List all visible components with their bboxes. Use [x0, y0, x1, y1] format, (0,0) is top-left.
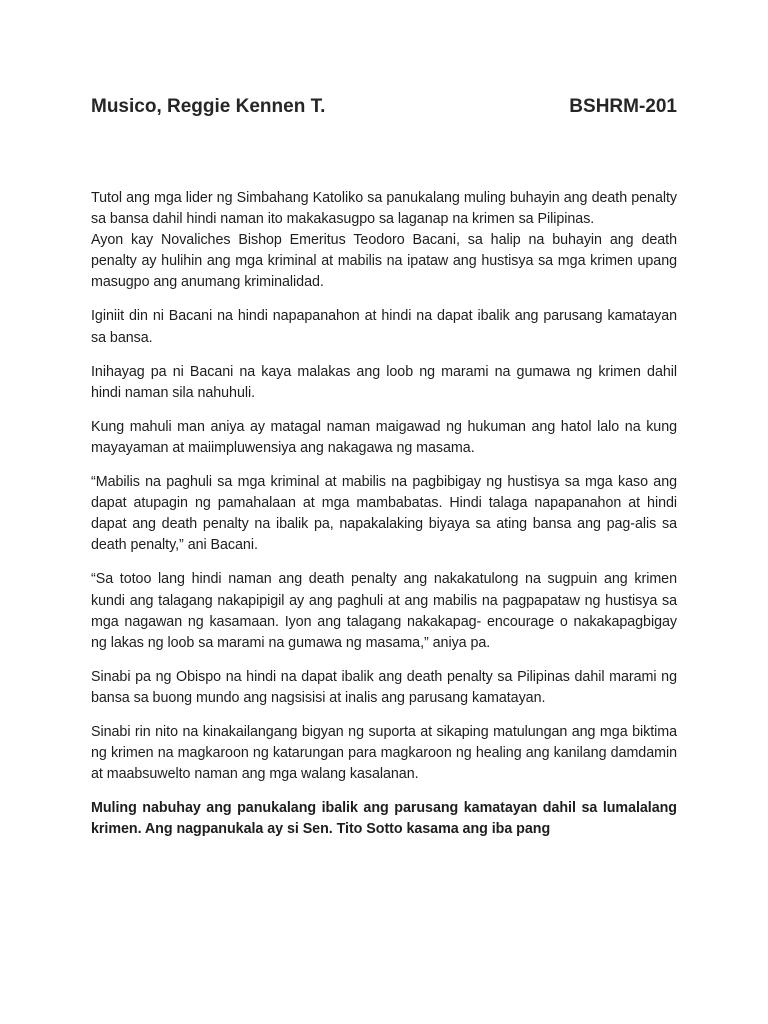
paragraph-5: Kung mahuli man aniya ay matagal naman maigawad ng hukuman ang hatol lalo na kung mayayaman at maiimpluwensiya ang nakagawa ng masama. — [91, 418, 677, 456]
paragraph-4: Inihayag pa ni Bacani na kaya malakas ang loob ng marami na gumawa ng krimen dahil hindi naman sila nahuhuli. — [91, 363, 677, 401]
paragraph-10: Muling nabuhay ang panukalang ibalik ang parusang kamatayan dahil sa lumalalang krimen. Ang nagpanukala ay si Sen. Tito Sotto kasama ang iba pang — [91, 800, 677, 838]
author-name: Musico, Reggie Kennen T. — [91, 96, 326, 117]
paragraph-1: Tutol ang mga lider ng Simbahang Katoliko sa panukalang muling buhayin ang death penalty sa bansa dahil hindi naman ito makakasugpo sa laganap na krimen sa Pilipinas. — [91, 190, 677, 228]
section-code: BSHRM-201 — [569, 96, 677, 117]
paragraph-2: Ayon kay Novaliches Bishop Emeritus Teodoro Bacani, sa halip na buhayin ang death penalty ay hulihin ang mga kriminal at mabilis na ipataw ang hustisya sa mga krimen upang masugpo ang anumang kriminalidad. — [91, 232, 677, 291]
paragraph-6: “Mabilis na paghuli sa mga kriminal at mabilis na pagbibigay ng hustisya sa mga kaso ang dapat atupagin ng pamahalaan at mga mambabatas. Hindi talaga napapanahon at hindi dapat ang death penalty na ibalik pa, napakalaking biyaya sa ating bansa ang pag-alis sa death penalty,” ani Bacani. — [91, 474, 677, 554]
paragraph-3: Iginiit din ni Bacani na hindi napapanahon at hindi na dapat ibalik ang parusang kamatayan sa bansa. — [91, 308, 677, 346]
document-body — [91, 188, 677, 853]
paragraph-8: Sinabi pa ng Obispo na hindi na dapat ibalik ang death penalty sa Pilipinas dahil marami ng bansa sa buong mundo ang nagsisisi at inalis ang parusang kamatayan. — [91, 668, 677, 706]
document-header — [91, 96, 677, 124]
paragraph-7: “Sa totoo lang hindi naman ang death penalty ang nakakatulong na sugpuin ang krimen kundi ang talagang nakapipigil ay ang paghuli at ang mabilis na pagpapataw ng hustisya sa mga nagawan ng kasamaan. Iyon ang talagang nakakapag- encourage o nakakapagbigay ng lakas ng loob sa marami na gumawa ng masama,” aniya pa. — [91, 571, 677, 651]
paragraph-9: Sinabi rin nito na kinakailangang bigyan ng suporta at sikaping matulungan ang mga biktima ng krimen na magkaroon ng katarungan para magkaroon ng healing ang kanilang damdamin at maabsuwelto naman ang mga walang kasalanan. — [91, 723, 677, 783]
